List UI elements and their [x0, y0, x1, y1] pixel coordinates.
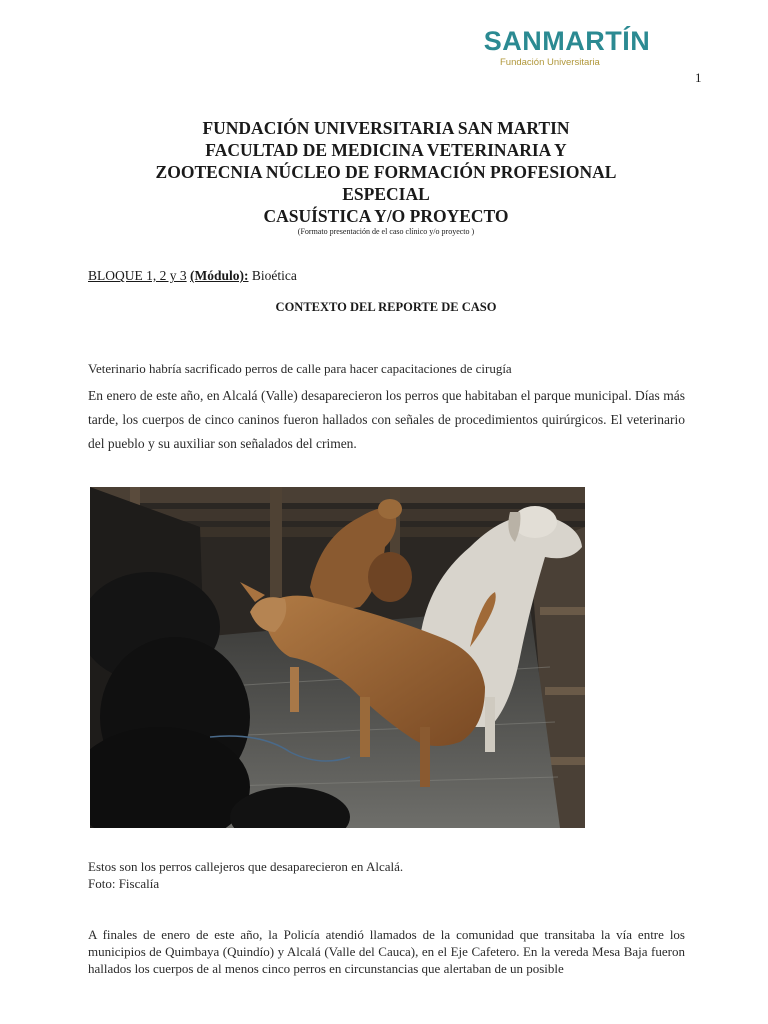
logo-wordmark: SANMARTÍN — [483, 26, 651, 56]
header-note: (Formato presentación de el caso clínico y/o proyecto ) — [297, 227, 475, 236]
header-line: ZOOTECNIA NÚCLEO DE FORMACIÓN PROFESIONAL — [155, 162, 617, 182]
university-logo — [482, 26, 652, 68]
header-line: FUNDACIÓN UNIVERSITARIA SAN MARTIN — [202, 118, 570, 138]
caption-credit: Foto: Fiscalía — [88, 876, 160, 891]
module-prefix: BLOQUE 1, 2 y 3 — [88, 268, 187, 283]
dogs-photo — [90, 487, 585, 828]
document-header — [88, 117, 684, 237]
module-value: Bioética — [251, 268, 297, 283]
lead-sentence: Veterinario habría sacrificado perros de calle para hacer capacitaciones de cirugía — [88, 361, 512, 376]
body-paragraph: En enero de este año, en Alcalá (Valle) desaparecieron los perros que habitaban el parque municipal. Días más tarde, los cuerpos de cinco caninos fueron hallados con señales de procedimientos quirúrgicos. El veterinario del pueblo y su auxiliar son señalados del crimen. — [88, 388, 685, 451]
header-line: FACULTAD DE MEDICINA VETERINARIA Y — [205, 140, 567, 160]
logo-subtitle: Fundación Universitaria — [500, 57, 600, 68]
caption-line: Estos son los perros callejeros que desaparecieron en Alcalá. — [88, 859, 404, 874]
photo-caption — [88, 858, 403, 892]
module-line — [88, 268, 297, 284]
header-line: CASUÍSTICA Y/O PROYECTO — [263, 206, 509, 226]
module-label: (Módulo): — [190, 268, 249, 283]
body-paragraph: A finales de enero de este año, la Policía atendió llamados de la comunidad que transitaba la vía entre los municipios de Quimbaya (Quindío) y Alcalá (Valle del Cauca), en el Eje Cafetero. En la vereda Mesa Baja fueron hallados los cuerpos de al menos cinco perros en circunstancias que alertaban de un posible — [88, 927, 685, 976]
section-heading: CONTEXTO DEL REPORTE DE CASO — [275, 300, 497, 314]
header-line: ESPECIAL — [342, 184, 430, 204]
page-number: 1 — [695, 70, 702, 85]
